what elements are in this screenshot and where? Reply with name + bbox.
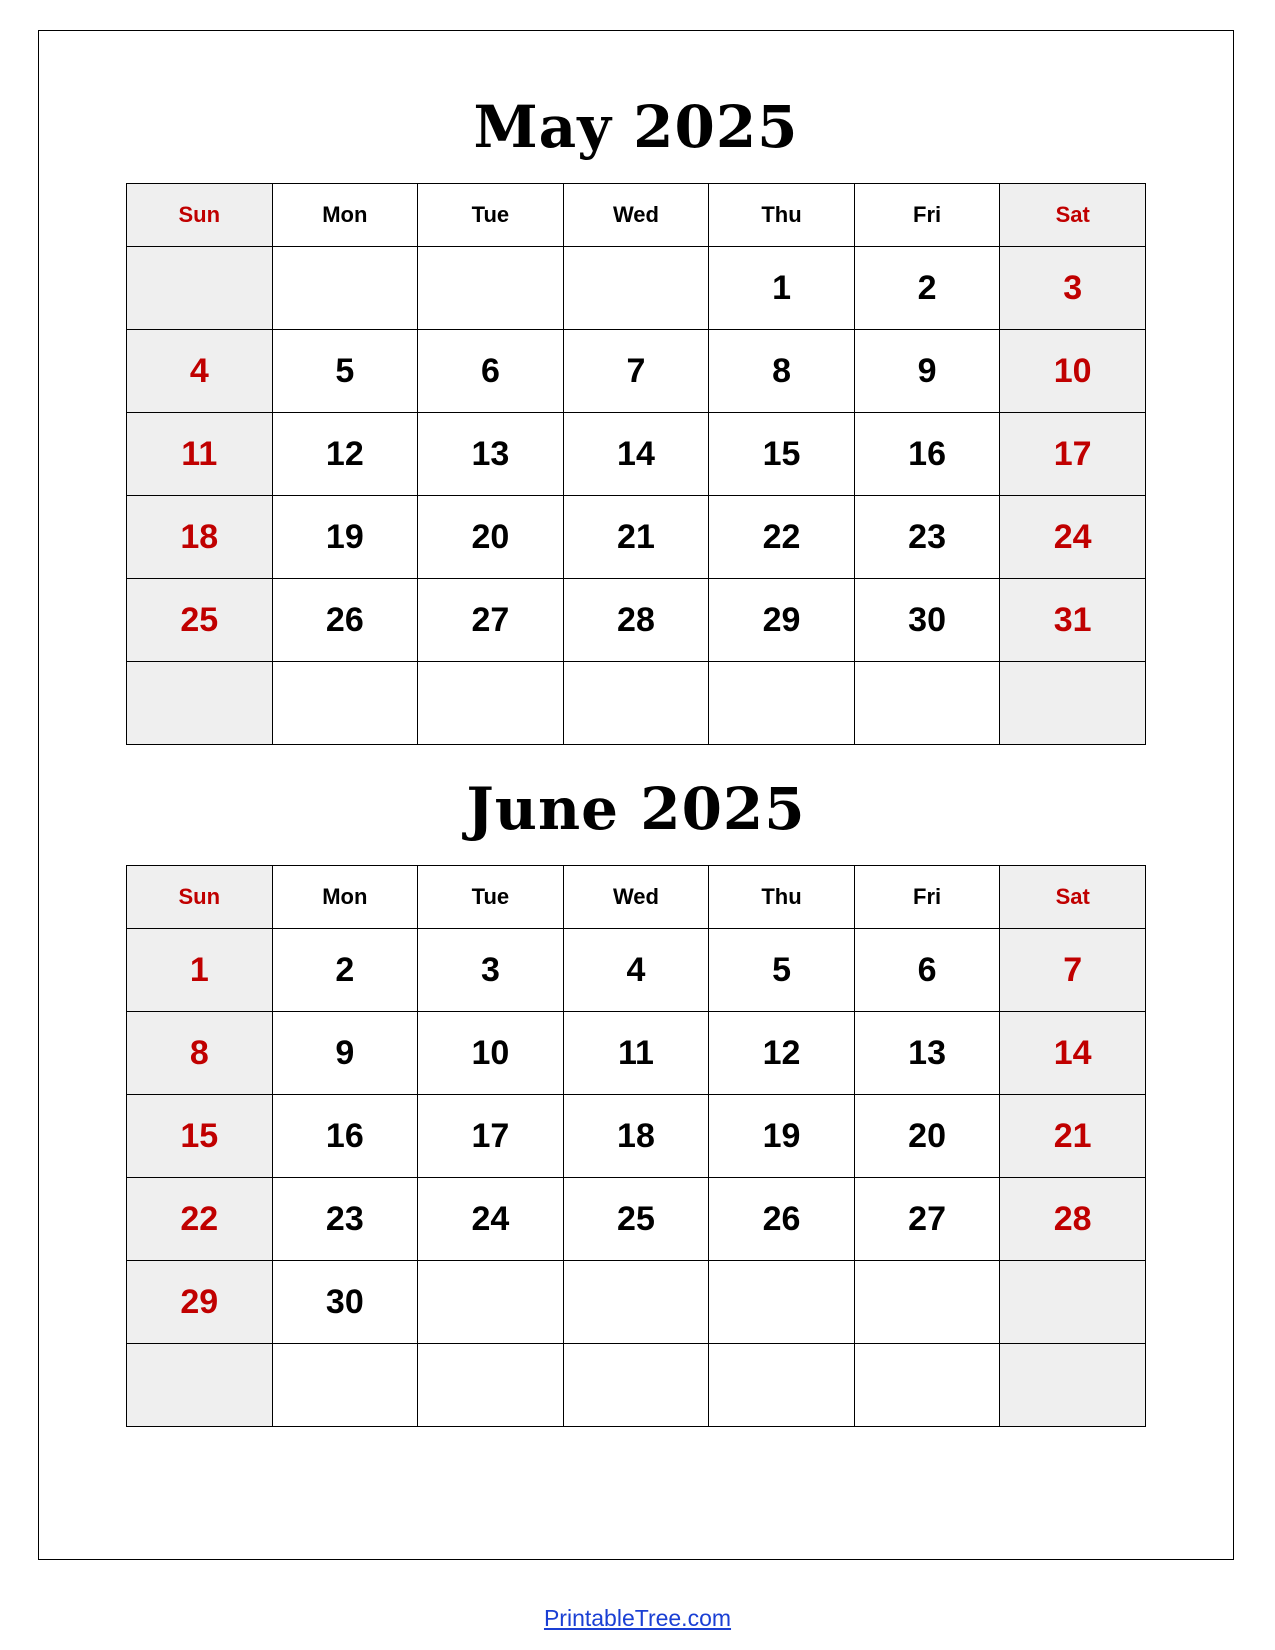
- day-cell: 27: [854, 1178, 1000, 1261]
- weekday-header-wed: Wed: [563, 866, 709, 929]
- weekday-header-sun: Sun: [127, 184, 273, 247]
- day-cell: 8: [709, 330, 855, 413]
- day-cell: 6: [854, 929, 1000, 1012]
- day-cell: 24: [1000, 496, 1146, 579]
- day-cell: 21: [1000, 1095, 1146, 1178]
- day-cell: [709, 662, 855, 745]
- day-cell: 28: [1000, 1178, 1146, 1261]
- day-cell: [854, 1344, 1000, 1427]
- day-cell: 30: [854, 579, 1000, 662]
- day-cell: 2: [854, 247, 1000, 330]
- day-cell: 13: [854, 1012, 1000, 1095]
- day-cell: 28: [563, 579, 709, 662]
- day-cell: 31: [1000, 579, 1146, 662]
- day-cell: 4: [563, 929, 709, 1012]
- day-cell: [709, 1344, 855, 1427]
- calendar-week-row: [127, 1012, 1146, 1095]
- day-cell: 16: [272, 1095, 418, 1178]
- day-cell: [418, 247, 564, 330]
- calendar-week-row: [127, 496, 1146, 579]
- day-cell: 30: [272, 1261, 418, 1344]
- calendar-week-row: [127, 247, 1146, 330]
- day-cell: [272, 1344, 418, 1427]
- day-cell: 11: [127, 413, 273, 496]
- day-cell: 19: [272, 496, 418, 579]
- footer: [0, 1605, 1275, 1632]
- day-cell: 14: [563, 413, 709, 496]
- weekday-header-sun: Sun: [127, 866, 273, 929]
- calendar-table-may: [126, 183, 1146, 745]
- day-cell: [1000, 662, 1146, 745]
- day-cell: 29: [127, 1261, 273, 1344]
- day-cell: 26: [709, 1178, 855, 1261]
- day-cell: 1: [127, 929, 273, 1012]
- day-cell: 22: [127, 1178, 273, 1261]
- day-cell: 26: [272, 579, 418, 662]
- weekday-header-tue: Tue: [418, 184, 564, 247]
- weekday-header-mon: Mon: [272, 866, 418, 929]
- weekday-header-fri: Fri: [854, 184, 1000, 247]
- day-cell: 7: [1000, 929, 1146, 1012]
- day-cell: [127, 1344, 273, 1427]
- day-cell: [127, 247, 273, 330]
- weekday-header-thu: Thu: [709, 184, 855, 247]
- day-cell: 18: [127, 496, 273, 579]
- day-cell: 22: [709, 496, 855, 579]
- day-cell: 29: [709, 579, 855, 662]
- day-cell: 10: [1000, 330, 1146, 413]
- day-cell: 25: [563, 1178, 709, 1261]
- calendar-week-row: [127, 1178, 1146, 1261]
- day-cell: [1000, 1344, 1146, 1427]
- day-cell: 6: [418, 330, 564, 413]
- printabletree-link[interactable]: PrintableTree.com: [543, 1605, 732, 1631]
- day-cell: 12: [272, 413, 418, 496]
- weekday-header-fri: Fri: [854, 866, 1000, 929]
- day-cell: 1: [709, 247, 855, 330]
- calendar-week-row: [127, 579, 1146, 662]
- day-cell: 20: [418, 496, 564, 579]
- weekday-header-thu: Thu: [709, 866, 855, 929]
- day-cell: [563, 1344, 709, 1427]
- calendar-week-row: [127, 330, 1146, 413]
- calendar-table-june: [126, 865, 1146, 1427]
- day-cell: 3: [1000, 247, 1146, 330]
- month-title-june: June 2025: [466, 775, 806, 843]
- day-cell: 2: [272, 929, 418, 1012]
- day-cell: [854, 1261, 1000, 1344]
- day-cell: 7: [563, 330, 709, 413]
- day-cell: 5: [709, 929, 855, 1012]
- day-cell: 21: [563, 496, 709, 579]
- weekday-header-sat: Sat: [1000, 184, 1146, 247]
- weekday-header-wed: Wed: [563, 184, 709, 247]
- day-cell: [563, 247, 709, 330]
- day-cell: 4: [127, 330, 273, 413]
- day-cell: 10: [418, 1012, 564, 1095]
- day-cell: 9: [854, 330, 1000, 413]
- day-cell: [1000, 1261, 1146, 1344]
- day-cell: [563, 662, 709, 745]
- day-cell: 23: [854, 496, 1000, 579]
- day-cell: 16: [854, 413, 1000, 496]
- day-cell: [418, 1344, 564, 1427]
- calendar-week-row: [127, 662, 1146, 745]
- day-cell: 17: [418, 1095, 564, 1178]
- day-cell: 23: [272, 1178, 418, 1261]
- day-cell: 14: [1000, 1012, 1146, 1095]
- calendar-page: [38, 30, 1234, 1560]
- day-cell: [418, 662, 564, 745]
- month-title-may: May 2025: [473, 93, 799, 161]
- day-cell: [854, 662, 1000, 745]
- day-cell: 8: [127, 1012, 273, 1095]
- day-cell: 17: [1000, 413, 1146, 496]
- day-cell: [709, 1261, 855, 1344]
- day-cell: 25: [127, 579, 273, 662]
- day-cell: 12: [709, 1012, 855, 1095]
- month-block-june: [126, 745, 1146, 1427]
- weekday-header-mon: Mon: [272, 184, 418, 247]
- calendar-week-row: [127, 413, 1146, 496]
- day-cell: 27: [418, 579, 564, 662]
- weekday-header-sat: Sat: [1000, 866, 1146, 929]
- day-cell: 5: [272, 330, 418, 413]
- day-cell: [272, 662, 418, 745]
- weekday-header-tue: Tue: [418, 866, 564, 929]
- calendar-week-row: [127, 929, 1146, 1012]
- day-cell: 15: [127, 1095, 273, 1178]
- day-cell: [127, 662, 273, 745]
- day-cell: 11: [563, 1012, 709, 1095]
- weekday-header-row: [127, 866, 1146, 929]
- day-cell: 24: [418, 1178, 564, 1261]
- day-cell: 3: [418, 929, 564, 1012]
- day-cell: [272, 247, 418, 330]
- calendar-week-row: [127, 1261, 1146, 1344]
- day-cell: 18: [563, 1095, 709, 1178]
- month-block-may: [126, 31, 1146, 745]
- day-cell: [563, 1261, 709, 1344]
- day-cell: 20: [854, 1095, 1000, 1178]
- day-cell: [418, 1261, 564, 1344]
- calendar-week-row: [127, 1095, 1146, 1178]
- calendar-week-row: [127, 1344, 1146, 1427]
- day-cell: 13: [418, 413, 564, 496]
- day-cell: 15: [709, 413, 855, 496]
- day-cell: 9: [272, 1012, 418, 1095]
- day-cell: 19: [709, 1095, 855, 1178]
- weekday-header-row: [127, 184, 1146, 247]
